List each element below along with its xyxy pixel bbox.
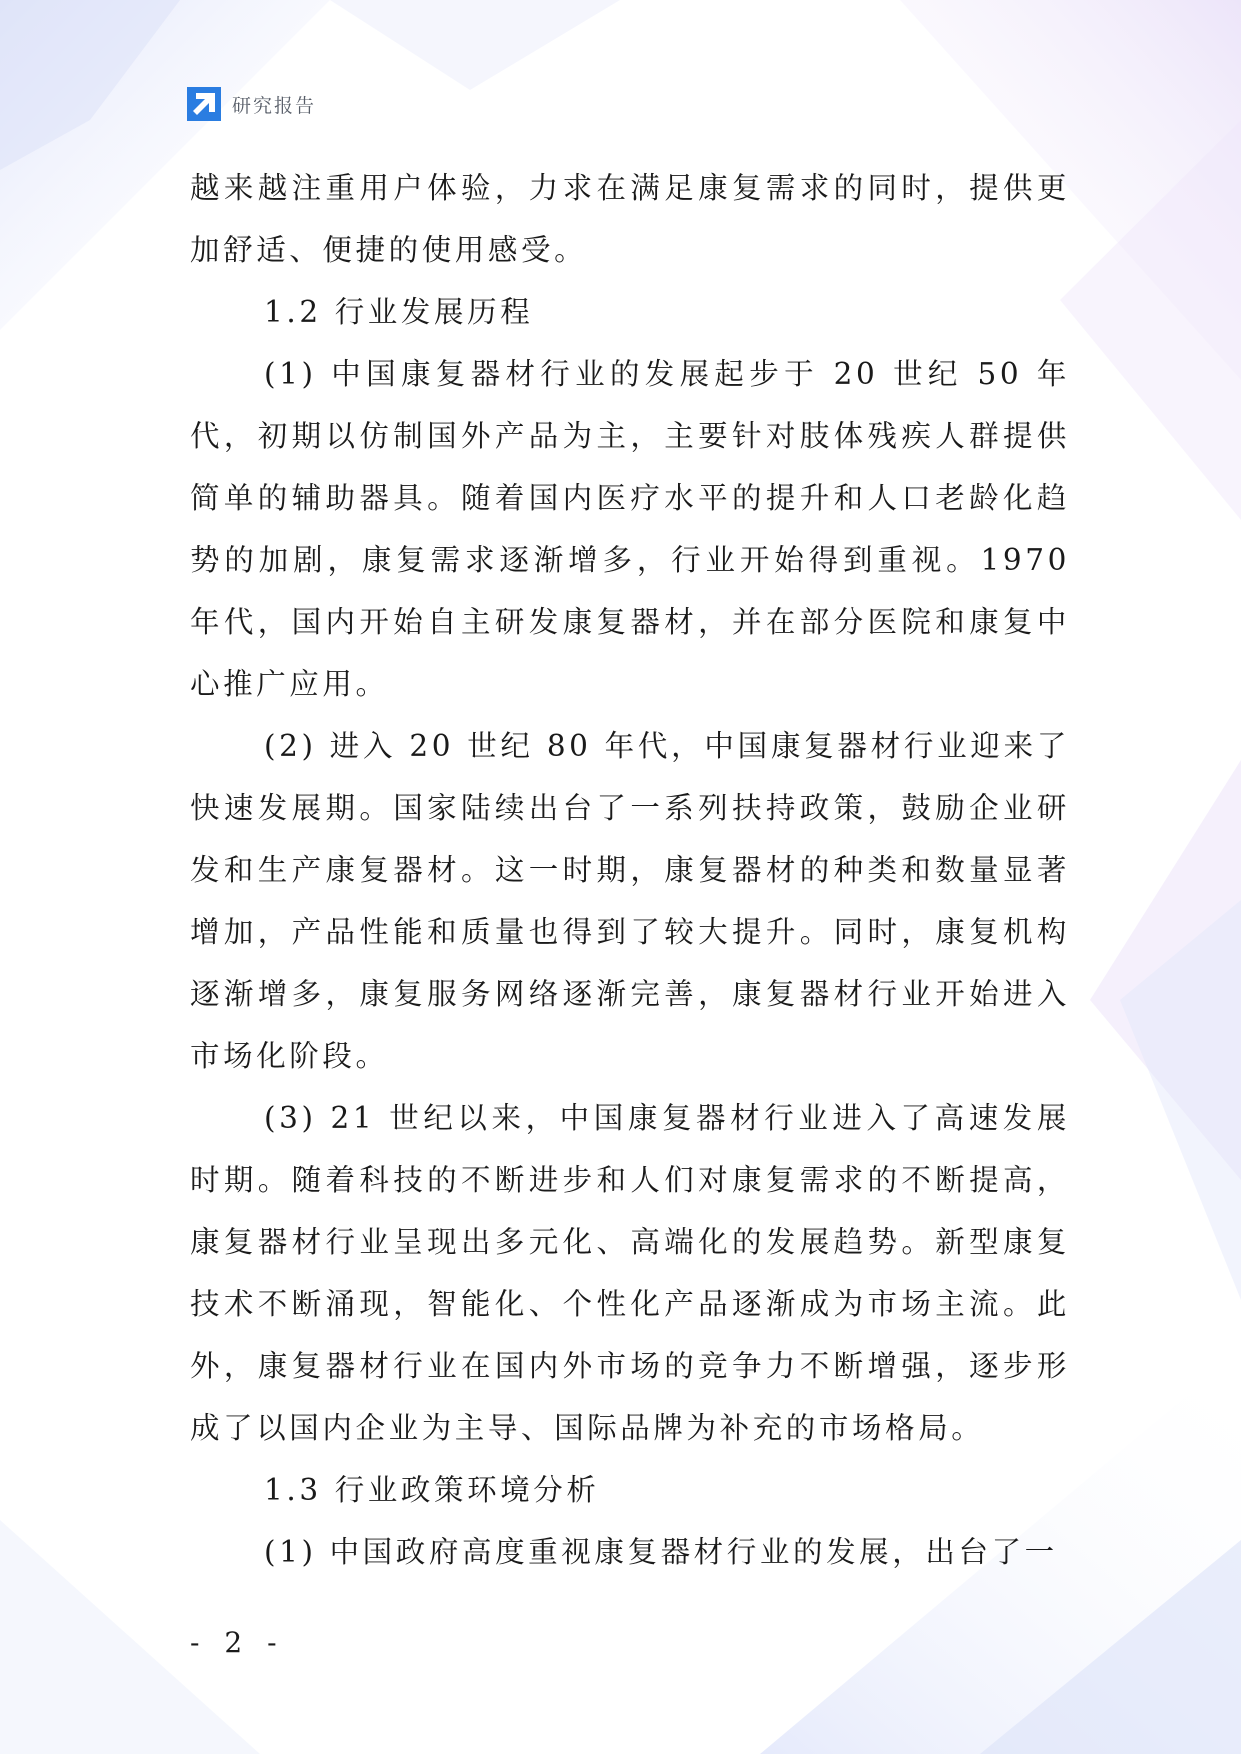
paragraph-intro: 越来越注重用户体验，力求在满足康复需求的同时，提供更加舒适、便捷的使用感受。 <box>190 171 1070 267</box>
page-number: - 2 - <box>190 1626 285 1659</box>
paragraph-policy-1: (1) 中国政府高度重视康复器材行业的发展，出台了一 <box>264 1535 1058 1569</box>
paragraph-history-2: (2) 进入 20 世纪 80 年代，中国康复器材行业迎来了快速发展期。国家陆续出台了一系列扶持政策，鼓励企业研发和生产康复器材。这一时期，康复器材的种类和数量显著增加，产品性能和质量也得到了较大提升。同时，康复机构逐渐增多，康复服务网络逐渐完善，康复器材行业开始进入市场化阶段。 <box>190 729 1070 1073</box>
arrow-up-right-icon <box>187 87 221 121</box>
page-header <box>187 87 316 121</box>
section-heading-1-2: 1.2 行业发展历程 <box>264 295 534 329</box>
section-heading-1-3: 1.3 行业政策环境分析 <box>264 1473 600 1507</box>
paragraph-history-1: (1) 中国康复器材行业的发展起步于 20 世纪 50 年代，初期以仿制国外产品为主，主要针对肢体残疾人群提供简单的辅助器具。随着国内医疗水平的提升和人口老龄化趋势的加剧，康复需求逐渐增多，行业开始得到重视。1970 年代，国内开始自主研发康复器材，并在部分医院和康复中心推广应用。 <box>190 357 1070 701</box>
report-label: 研究报告 <box>232 94 317 117</box>
paragraph-history-3: (3) 21 世纪以来，中国康复器材行业进入了高速发展时期。随着科技的不断进步和人们对康复需求的不断提高，康复器材行业呈现出多元化、高端化的发展趋势。新型康复技术不断涌现，智能化、个性化产品逐渐成为市场主流。此外，康复器材行业在国内外市场的竞争力不断增强，逐步形成了以国内企业为主导、国际品牌为补充的市场格局。 <box>190 1101 1070 1445</box>
document-body <box>190 157 1070 1583</box>
